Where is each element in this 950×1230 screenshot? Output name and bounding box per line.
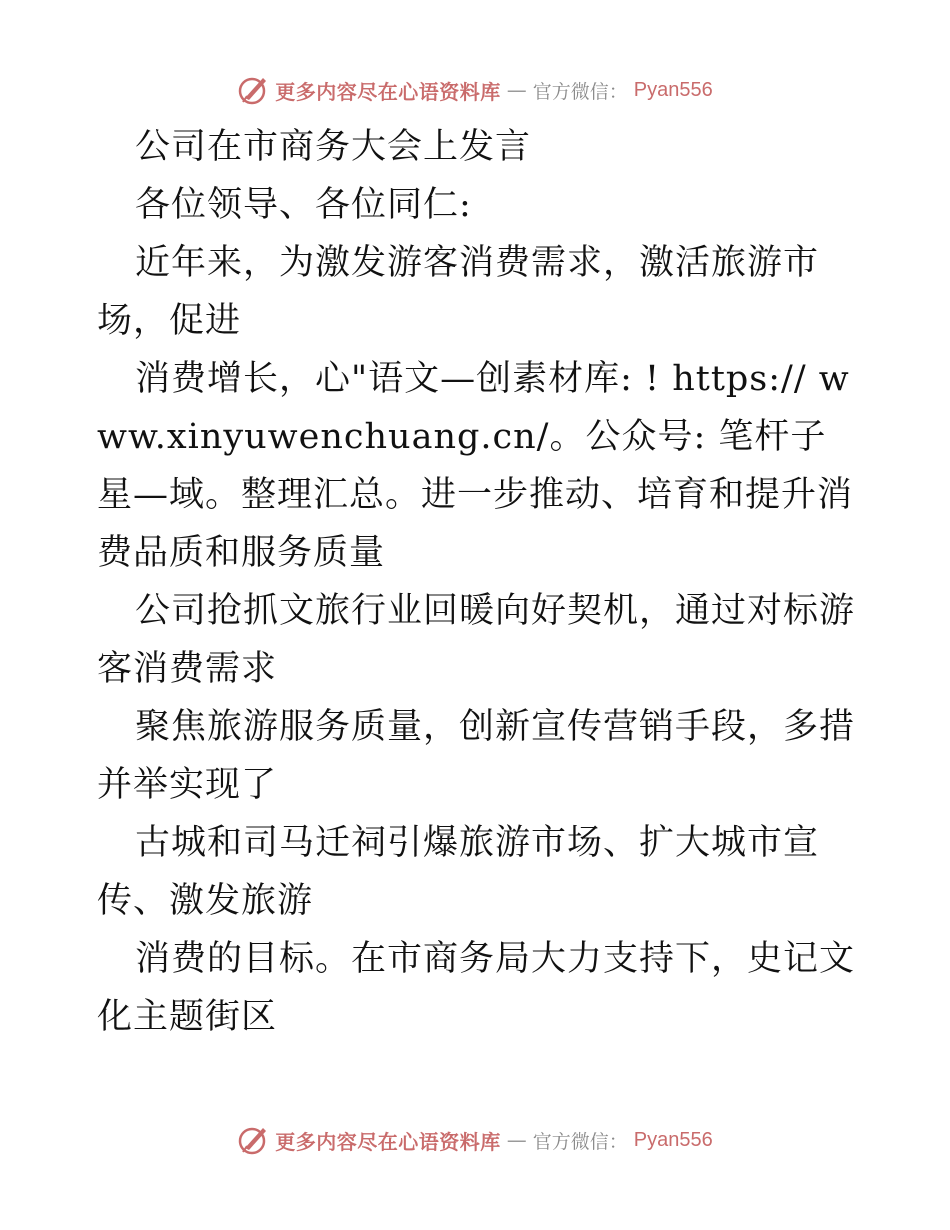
paragraph-2: 各位领导、各位同仁: (135, 185, 472, 225)
paragraph-7: 古城和司马迁祠引爆旅游市场、扩大城市宣传、激发旅游 (97, 823, 820, 921)
banner-dash: — (506, 78, 527, 102)
quill-logo-icon (237, 1124, 269, 1156)
banner-text: 更多内容尽在心语资料库 (275, 79, 501, 104)
paragraph-5: 公司抢抓文旅行业回暖向好契机，通过对标游客消费需求 (97, 591, 856, 689)
quill-logo-icon (237, 74, 269, 106)
banner-wechat-label: 官方微信： (532, 1130, 628, 1153)
paragraph-4: 消费增长，心"语文—创素材库: ! https:// www.xinyuwenchuang.cn/。公众号: 笔杆子星—域。整理汇总。进一步推动、培育和提升消费品质和服务质量 (97, 359, 854, 573)
banner-wechat-id: Pyan556 (633, 78, 713, 101)
banner-dash: — (506, 1128, 527, 1152)
paragraph-3: 近年来，为激发游客消费需求，激活旅游市场，促进 (97, 243, 820, 341)
header-banner (0, 70, 950, 110)
paragraph-6: 聚焦旅游服务质量，创新宣传营销手段，多措并举实现了 (97, 707, 856, 805)
banner-wechat-label: 官方微信： (532, 80, 628, 103)
banner-text: 更多内容尽在心语资料库 (275, 1129, 501, 1154)
paragraph-8: 消费的目标。在市商务局大力支持下，史记文化主题街区 (97, 939, 856, 1037)
paragraph-1: 公司在市商务大会上发言 (135, 127, 532, 167)
footer-banner (0, 1120, 950, 1160)
banner-wechat-id: Pyan556 (633, 1128, 713, 1151)
document-body (97, 118, 857, 1046)
